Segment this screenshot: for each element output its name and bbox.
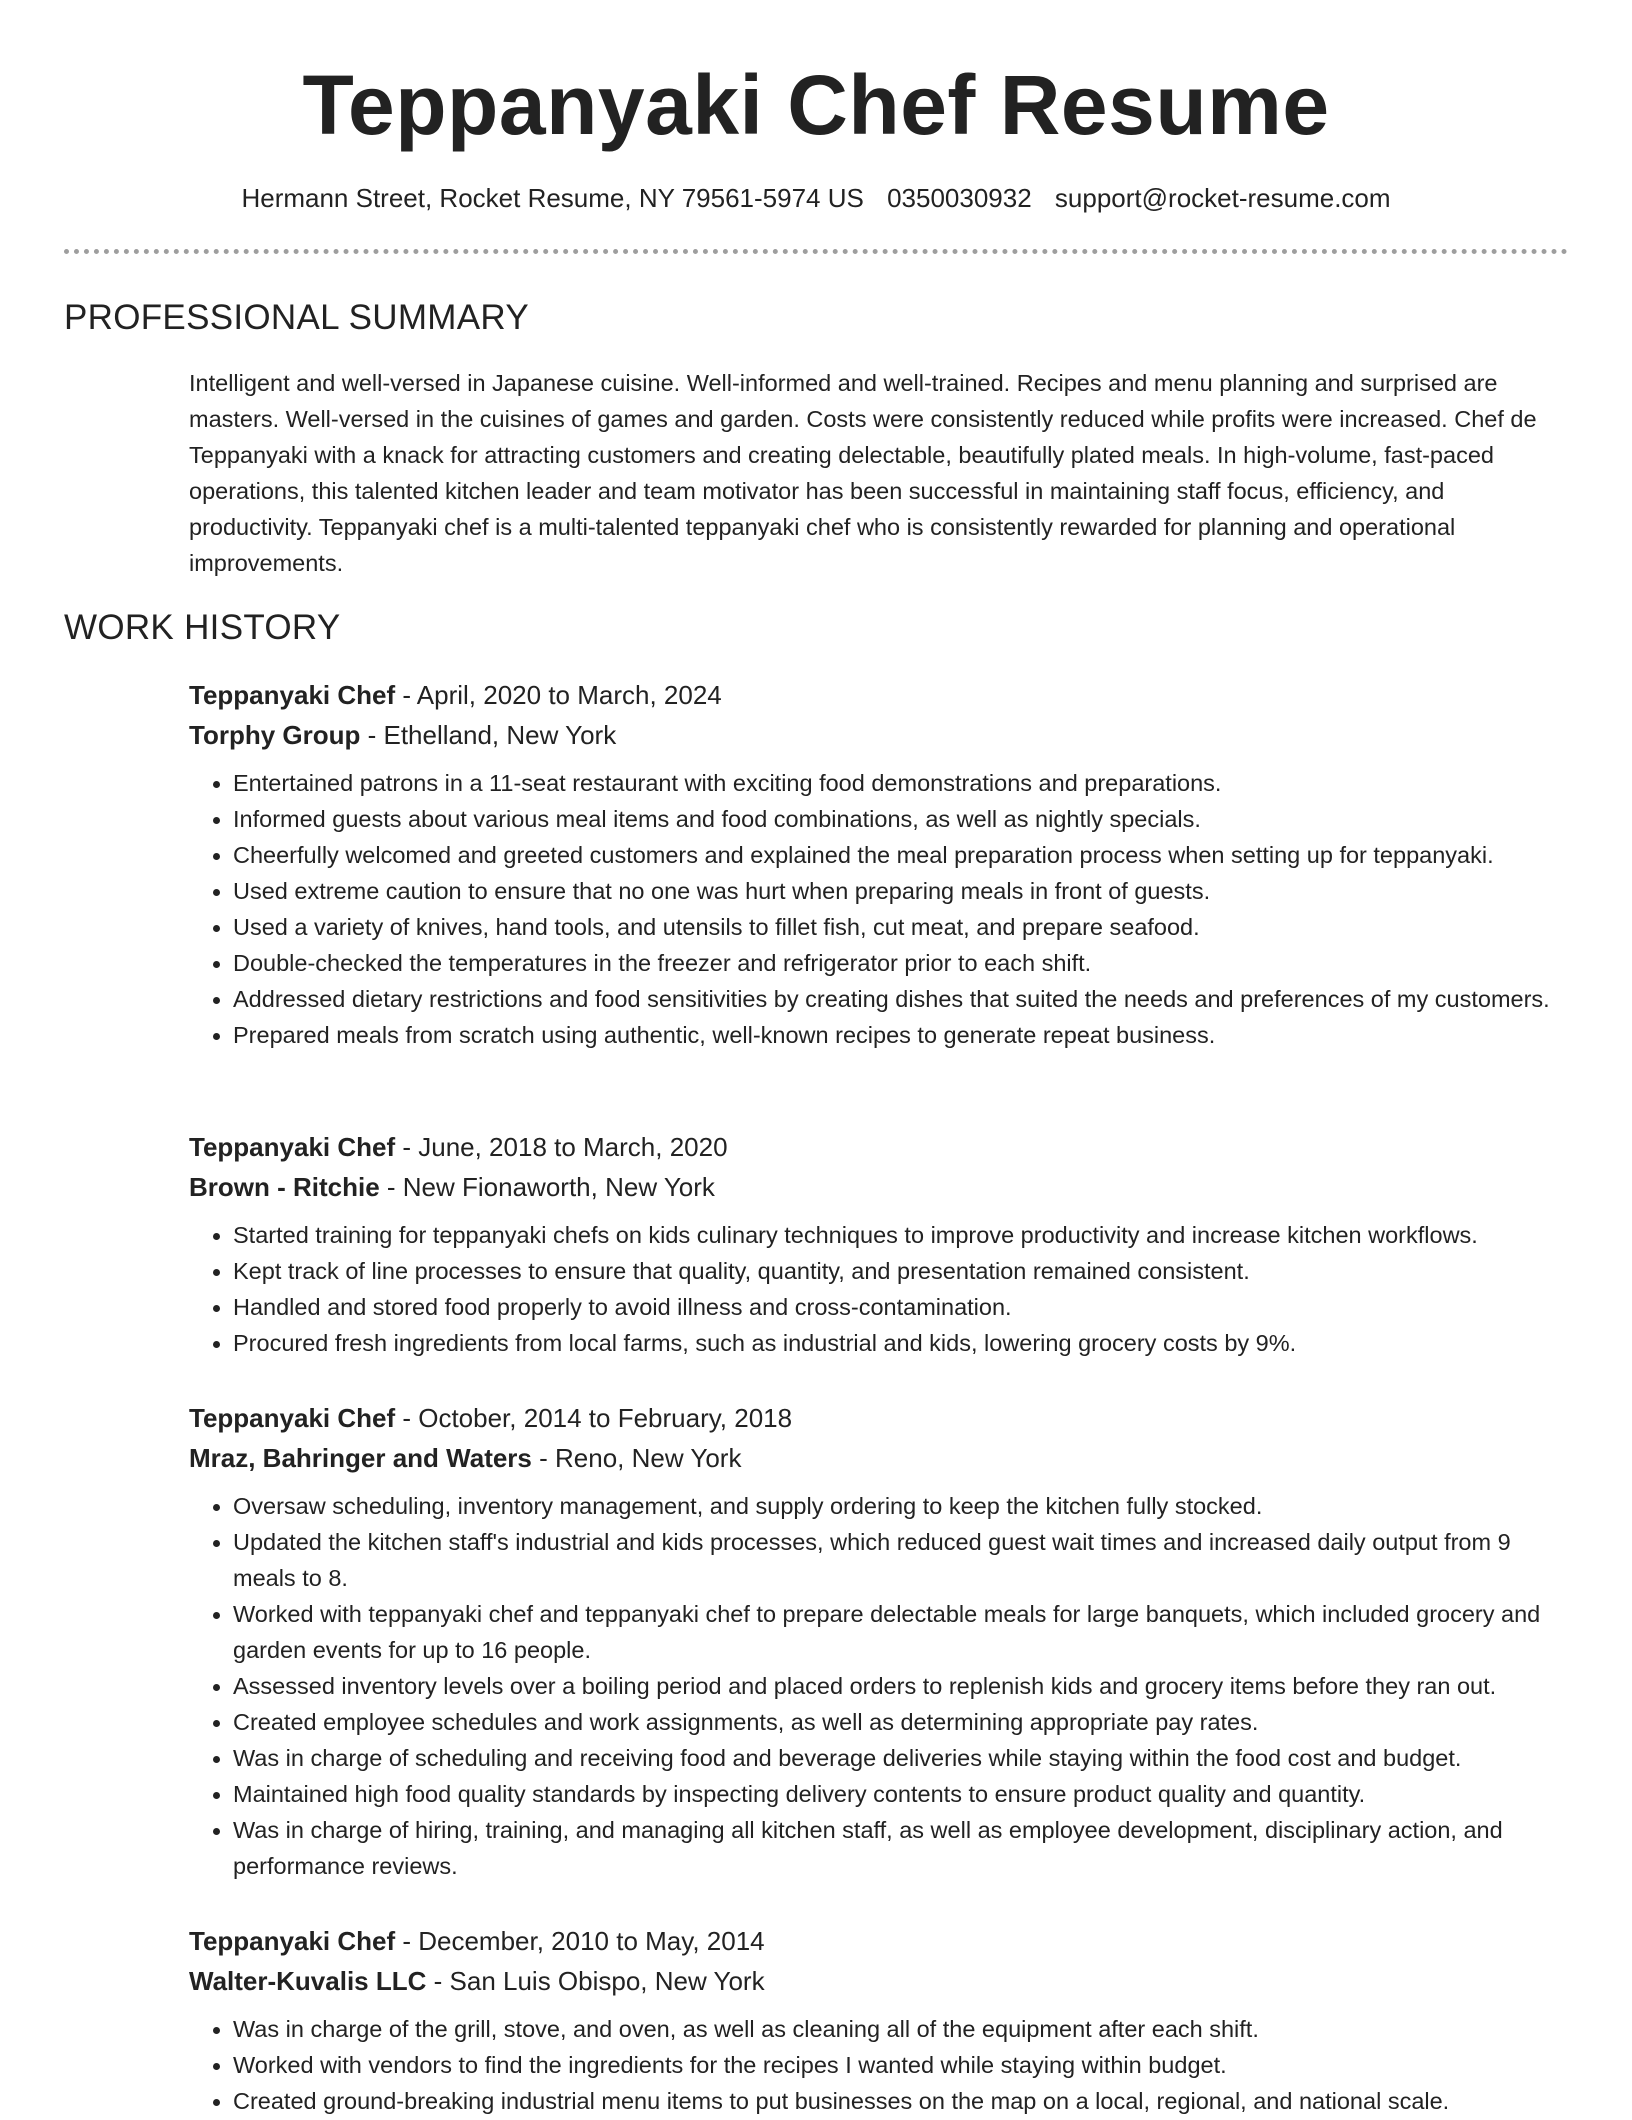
job-bullet: • Used extreme caution to ensure that no one was hurt when preparing meals in front of guests. <box>233 873 1574 909</box>
job-bullet: • Created employee schedules and work assignments, as well as determining appropriate pay rates. <box>233 1704 1574 1740</box>
job-bullet: • Worked with vendors to find the ingredients for the recipes I wanted while staying within budget. <box>233 2047 1574 2083</box>
job-bullet: • Cheerfully welcomed and greeted customers and explained the meal preparation process when setting up for teppanyaki. <box>233 837 1574 873</box>
job-company-line <box>189 1961 1574 2001</box>
job-location: - San Luis Obispo, New York <box>426 1966 765 1996</box>
job-bullet-list <box>189 765 1574 1053</box>
job-entry <box>189 1127 1574 1361</box>
contact-email: support@rocket-resume.com <box>1054 183 1391 213</box>
job-bullet: • Updated the kitchen staff's industrial and kids processes, which reduced guest wait times and increased daily output from 9 meals to 8. <box>233 1524 1574 1596</box>
job-bullet: • Double-checked the temperatures in the freezer and refrigerator prior to each shift. <box>233 945 1574 981</box>
header-divider <box>64 249 1568 254</box>
job-company: Brown - Ritchie <box>189 1172 380 1202</box>
job-title: Teppanyaki Chef <box>189 1132 396 1162</box>
job-dates: - October, 2014 to February, 2018 <box>395 1403 793 1433</box>
summary-text: Intelligent and well-versed in Japanese cuisine. Well-informed and well-trained. Recipes and menu planning and surprised are masters. Well-versed in the cuisines of games and garden. Costs were consistently reduced while profits were increased. Chef de Teppanyaki with a knack for attracting customers and creating delectable, beautifully plated meals. In high-volume, fast-paced operations, this talented kitchen leader and team motivator has been successful in maintaining staff focus, efficiency, and productivity. Teppanyaki chef is a multi-talented teppanyaki chef who is consistently rewarded for planning and operational improvements. <box>189 370 1537 576</box>
job-bullet-list <box>189 1488 1574 1884</box>
contact-phone: 0350030932 <box>887 183 1032 213</box>
job-location: - Reno, New York <box>531 1443 742 1473</box>
job-dates: - December, 2010 to May, 2014 <box>395 1926 765 1956</box>
job-title: Teppanyaki Chef <box>189 1926 396 1956</box>
job-bullet: • Assessed inventory levels over a boiling period and placed orders to replenish kids and grocery items before they ran out. <box>233 1668 1574 1704</box>
job-bullet-list <box>189 2011 1574 2119</box>
job-bullet: • Worked with teppanyaki chef and teppanyaki chef to prepare delectable meals for large banquets, which included grocery and garden events for up to 16 people. <box>233 1596 1574 1668</box>
summary-heading: PROFESSIONAL SUMMARY <box>64 298 529 337</box>
job-bullet: • Prepared meals from scratch using authentic, well-known recipes to generate repeat business. <box>233 1017 1574 1053</box>
job-bullet: • Handled and stored food properly to avoid illness and cross-contamination. <box>233 1289 1574 1325</box>
job-company-line <box>189 1438 1574 1478</box>
job-bullet: • Oversaw scheduling, inventory management, and supply ordering to keep the kitchen fully stocked. <box>233 1488 1574 1524</box>
job-company-line <box>189 1167 1574 1207</box>
job-dates: - April, 2020 to March, 2024 <box>395 680 722 710</box>
job-location: - New Fionaworth, New York <box>379 1172 715 1202</box>
job-title: Teppanyaki Chef <box>189 680 396 710</box>
resume-title: Teppanyaki Chef Resume <box>302 58 1330 152</box>
job-location: - Ethelland, New York <box>360 720 617 750</box>
job-bullet: • Was in charge of scheduling and receiving food and beverage deliveries while staying within the food cost and budget. <box>233 1740 1574 1776</box>
job-entry <box>189 675 1574 1053</box>
job-bullet: • Was in charge of hiring, training, and managing all kitchen staff, as well as employee development, disciplinary action, and performance reviews. <box>233 1812 1574 1884</box>
contact-line <box>0 178 1632 218</box>
job-bullet: • Created ground-breaking industrial menu items to put businesses on the map on a local, regional, and national scale. <box>233 2083 1574 2119</box>
job-title-line <box>189 1398 1574 1438</box>
job-title: Teppanyaki Chef <box>189 1403 396 1433</box>
job-company: Walter-Kuvalis LLC <box>189 1966 427 1996</box>
job-company: Torphy Group <box>189 720 361 750</box>
job-bullet-list <box>189 1217 1574 1361</box>
job-bullet: • Started training for teppanyaki chefs on kids culinary techniques to improve productivity and increase kitchen workflows. <box>233 1217 1574 1253</box>
work-history-heading: WORK HISTORY <box>64 608 341 647</box>
job-title-line <box>189 675 1574 715</box>
job-bullet: • Was in charge of the grill, stove, and oven, as well as cleaning all of the equipment after each shift. <box>233 2011 1574 2047</box>
job-bullet: • Kept track of line processes to ensure that quality, quantity, and presentation remained consistent. <box>233 1253 1574 1289</box>
job-bullet: • Entertained patrons in a 11-seat restaurant with exciting food demonstrations and preparations. <box>233 765 1574 801</box>
job-title-line <box>189 1921 1574 1961</box>
job-company: Mraz, Bahringer and Waters <box>189 1443 532 1473</box>
job-bullet: • Addressed dietary restrictions and food sensitivities by creating dishes that suited the needs and preferences of my customers. <box>233 981 1574 1017</box>
job-title-line <box>189 1127 1574 1167</box>
job-entry <box>189 1921 1574 2119</box>
job-company-line <box>189 715 1574 755</box>
job-entry <box>189 1398 1574 1884</box>
contact-address: Hermann Street, Rocket Resume, NY 79561-5974 US <box>241 183 864 213</box>
job-bullet: • Procured fresh ingredients from local farms, such as industrial and kids, lowering grocery costs by 9%. <box>233 1325 1574 1361</box>
job-bullet: • Informed guests about various meal items and food combinations, as well as nightly specials. <box>233 801 1574 837</box>
job-dates: - June, 2018 to March, 2020 <box>395 1132 728 1162</box>
job-bullet: • Used a variety of knives, hand tools, and utensils to fillet fish, cut meat, and prepare seafood. <box>233 909 1574 945</box>
job-bullet: • Maintained high food quality standards by inspecting delivery contents to ensure product quality and quantity. <box>233 1776 1574 1812</box>
